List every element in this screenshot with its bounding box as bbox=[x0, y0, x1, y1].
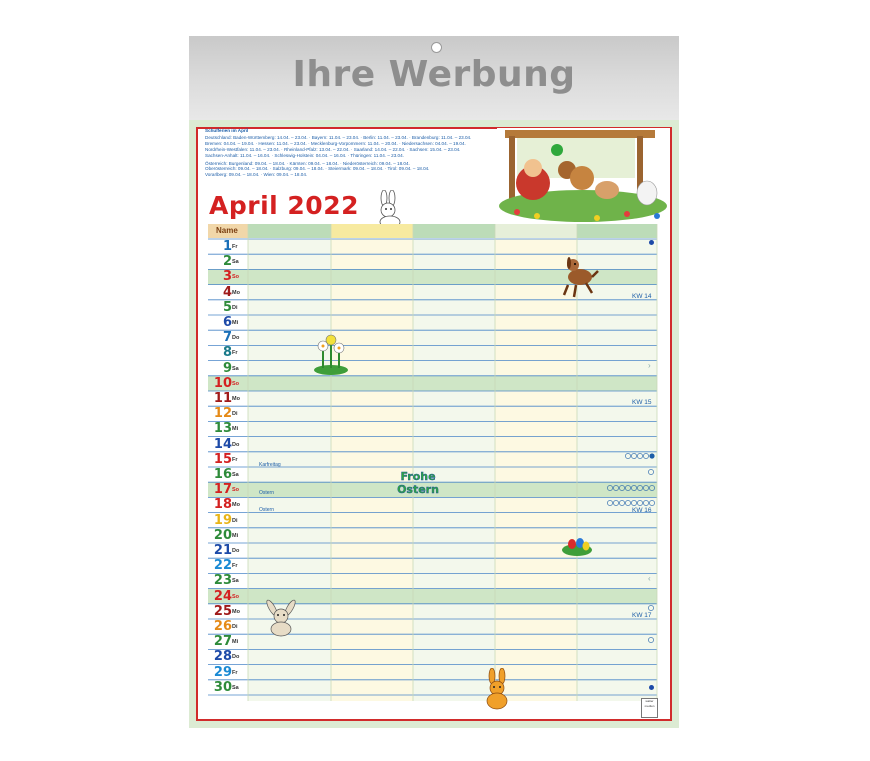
column-header bbox=[577, 224, 657, 238]
weekday-label: Mi bbox=[232, 426, 239, 433]
weekday-label: Fr bbox=[232, 563, 238, 570]
new-moon-icon bbox=[649, 240, 654, 245]
weekday-label: Di bbox=[232, 411, 238, 418]
weekday-label: Di bbox=[232, 624, 238, 630]
easter-basket-icon bbox=[560, 532, 594, 558]
moon-phase-icons bbox=[606, 499, 658, 507]
weekday-label: So bbox=[232, 487, 240, 494]
weekday-label: Sa bbox=[232, 259, 239, 266]
weekday-label: Do bbox=[232, 548, 240, 554]
day-number: 16 bbox=[213, 467, 232, 482]
day-number: 28 bbox=[213, 649, 232, 665]
holiday-note: Ostern bbox=[259, 507, 275, 513]
day-number: 15 bbox=[213, 451, 232, 467]
day-number: 13 bbox=[213, 421, 232, 437]
weekday-label: Mi bbox=[232, 639, 239, 646]
day-number: 1 bbox=[222, 239, 232, 254]
day-number: 17 bbox=[213, 482, 232, 498]
holidays-line: Österreich: Burgenland: 09.04. – 18.04. · Kärnten: 09.04. – 18.04. · Niederösterreich: 09.04. – 18.04. bbox=[205, 160, 410, 166]
weekday-label: Mo bbox=[232, 289, 240, 296]
week-number: KW 14 bbox=[632, 293, 652, 300]
weekday-label: Di bbox=[232, 517, 238, 524]
weekday-label: Fr bbox=[232, 244, 238, 250]
weekday-label: Sa bbox=[232, 578, 239, 585]
moon-phase-icon bbox=[647, 604, 655, 612]
weekday-label: Do bbox=[232, 335, 240, 342]
weekday-label: Do bbox=[232, 654, 240, 661]
weekday-label: So bbox=[232, 593, 240, 600]
day-number: 2 bbox=[222, 254, 232, 270]
weekday-label: Mo bbox=[232, 502, 240, 509]
column-header bbox=[495, 224, 577, 238]
day-number: 7 bbox=[222, 330, 232, 346]
weekday-label: Sa bbox=[232, 684, 239, 691]
chevron-left-icon: ‹ bbox=[648, 574, 651, 583]
day-number: 29 bbox=[213, 664, 232, 680]
frohe-ostern-sign bbox=[390, 468, 446, 496]
day-number: 10 bbox=[213, 375, 232, 391]
day-number: 18 bbox=[213, 497, 232, 513]
day-number: 11 bbox=[213, 391, 232, 406]
moon-phase-icon bbox=[647, 468, 655, 476]
publisher-logo: walter medien bbox=[641, 698, 658, 718]
name-column bbox=[577, 239, 657, 701]
day-number: 19 bbox=[213, 512, 232, 528]
holiday-note: Ostern bbox=[259, 490, 275, 496]
sunday-row bbox=[208, 376, 657, 391]
day-number: 8 bbox=[222, 345, 232, 361]
new-moon-icon bbox=[649, 685, 654, 690]
week-number: KW 16 bbox=[632, 507, 652, 514]
column-header bbox=[413, 224, 495, 238]
day-number: 30 bbox=[213, 679, 232, 695]
svg-text:Ostern: Ostern bbox=[397, 483, 439, 496]
weekday-label: Sa bbox=[232, 365, 239, 372]
holidays-line: Vorarlberg: 09.04. – 18.04. · Wien: 09.04. – 18.04. bbox=[205, 172, 308, 178]
day-number: 27 bbox=[213, 634, 232, 650]
day-number: 3 bbox=[222, 269, 232, 285]
weekday-label: So bbox=[232, 274, 240, 281]
weekday-label: Mi bbox=[232, 320, 239, 326]
sitting-bunny-icon bbox=[262, 598, 300, 638]
day-number: 4 bbox=[222, 284, 232, 300]
day-number: 5 bbox=[222, 299, 232, 315]
day-number: 21 bbox=[213, 543, 232, 558]
week-number: KW 15 bbox=[632, 399, 652, 406]
name-column bbox=[495, 239, 577, 701]
dog-icon bbox=[560, 255, 600, 300]
weekday-label: Fr bbox=[232, 456, 238, 463]
moon-phase-icons bbox=[606, 484, 658, 492]
weekday-label: Di bbox=[232, 304, 238, 311]
day-number: 23 bbox=[213, 573, 232, 589]
holidays-line: Sachsen-Anhalt: 11.04. – 16.04. · Schleswig-Holstein: 04.04. – 16.04. · Thüringen: 11.04. – 23.04. bbox=[205, 152, 404, 158]
weekday-label: Do bbox=[232, 441, 240, 448]
day-number: 9 bbox=[222, 360, 232, 376]
column-header bbox=[248, 224, 331, 238]
day-number: 26 bbox=[213, 619, 232, 634]
weekday-label: Sa bbox=[232, 472, 239, 478]
holidays-line: Bremen: 04.04. – 19.04. · Hessen: 11.04. – 23.04. · Mecklenburg-Vorpommern: 11.04. – 20.04. · Niedersachsen: 04.04. – 19.04. bbox=[205, 140, 466, 146]
day-number: 6 bbox=[222, 315, 232, 330]
weekday-label: Fr bbox=[232, 669, 238, 676]
column-header bbox=[331, 224, 413, 238]
holidays-line: Deutschland: Baden-Württemberg: 14.04. – 23.04. · Bayern: 11.04. – 23.04. · Berlin: 11.04. – 23.04. · Brandenburg: 11.04. – 23.04. bbox=[205, 134, 472, 140]
holidays-line: Oberösterreich: 09.04. – 18.04. · Salzburg: 09.04. – 18.04. · Steiermark: 09.04. – 18.04. · Tirol: 09.04. – 18.04. bbox=[205, 166, 430, 172]
holiday-note: Karfreitag bbox=[259, 462, 281, 468]
weekday-label: Mo bbox=[232, 608, 240, 615]
advert-text: Ihre Werbung bbox=[292, 54, 576, 95]
week-number: KW 17 bbox=[632, 612, 652, 619]
weekday-label: Mi bbox=[232, 532, 239, 539]
svg-text:Frohe: Frohe bbox=[400, 470, 436, 483]
moon-phase-icons bbox=[624, 452, 658, 460]
chevron-right-icon: › bbox=[648, 361, 651, 370]
day-number: 25 bbox=[213, 603, 232, 619]
holidays-line: Nordrhein-Westfalen: 11.04. – 23.04. · Rheinland-Pfalz: 13.04. – 22.04. · Saarland: 14.04. – 22.04. · Sachsen: 15.04. – 23.04. bbox=[205, 146, 461, 152]
day-number: 12 bbox=[213, 406, 232, 422]
weekday-label: So bbox=[232, 380, 240, 387]
day-number: 14 bbox=[213, 436, 232, 452]
rabbit-icon bbox=[478, 668, 516, 712]
month-title: April 2022 bbox=[209, 191, 359, 220]
day-number: 22 bbox=[213, 558, 232, 574]
weekday-label: Mo bbox=[232, 396, 240, 402]
day-number: 20 bbox=[213, 527, 232, 543]
weekday-label: Fr bbox=[232, 350, 238, 357]
holidays-title: Schulferien im April bbox=[205, 128, 249, 133]
moon-phase-icon bbox=[647, 636, 655, 644]
flowers-icon bbox=[311, 332, 351, 376]
name-column-header: Name bbox=[208, 224, 248, 238]
day-number: 24 bbox=[213, 588, 232, 604]
